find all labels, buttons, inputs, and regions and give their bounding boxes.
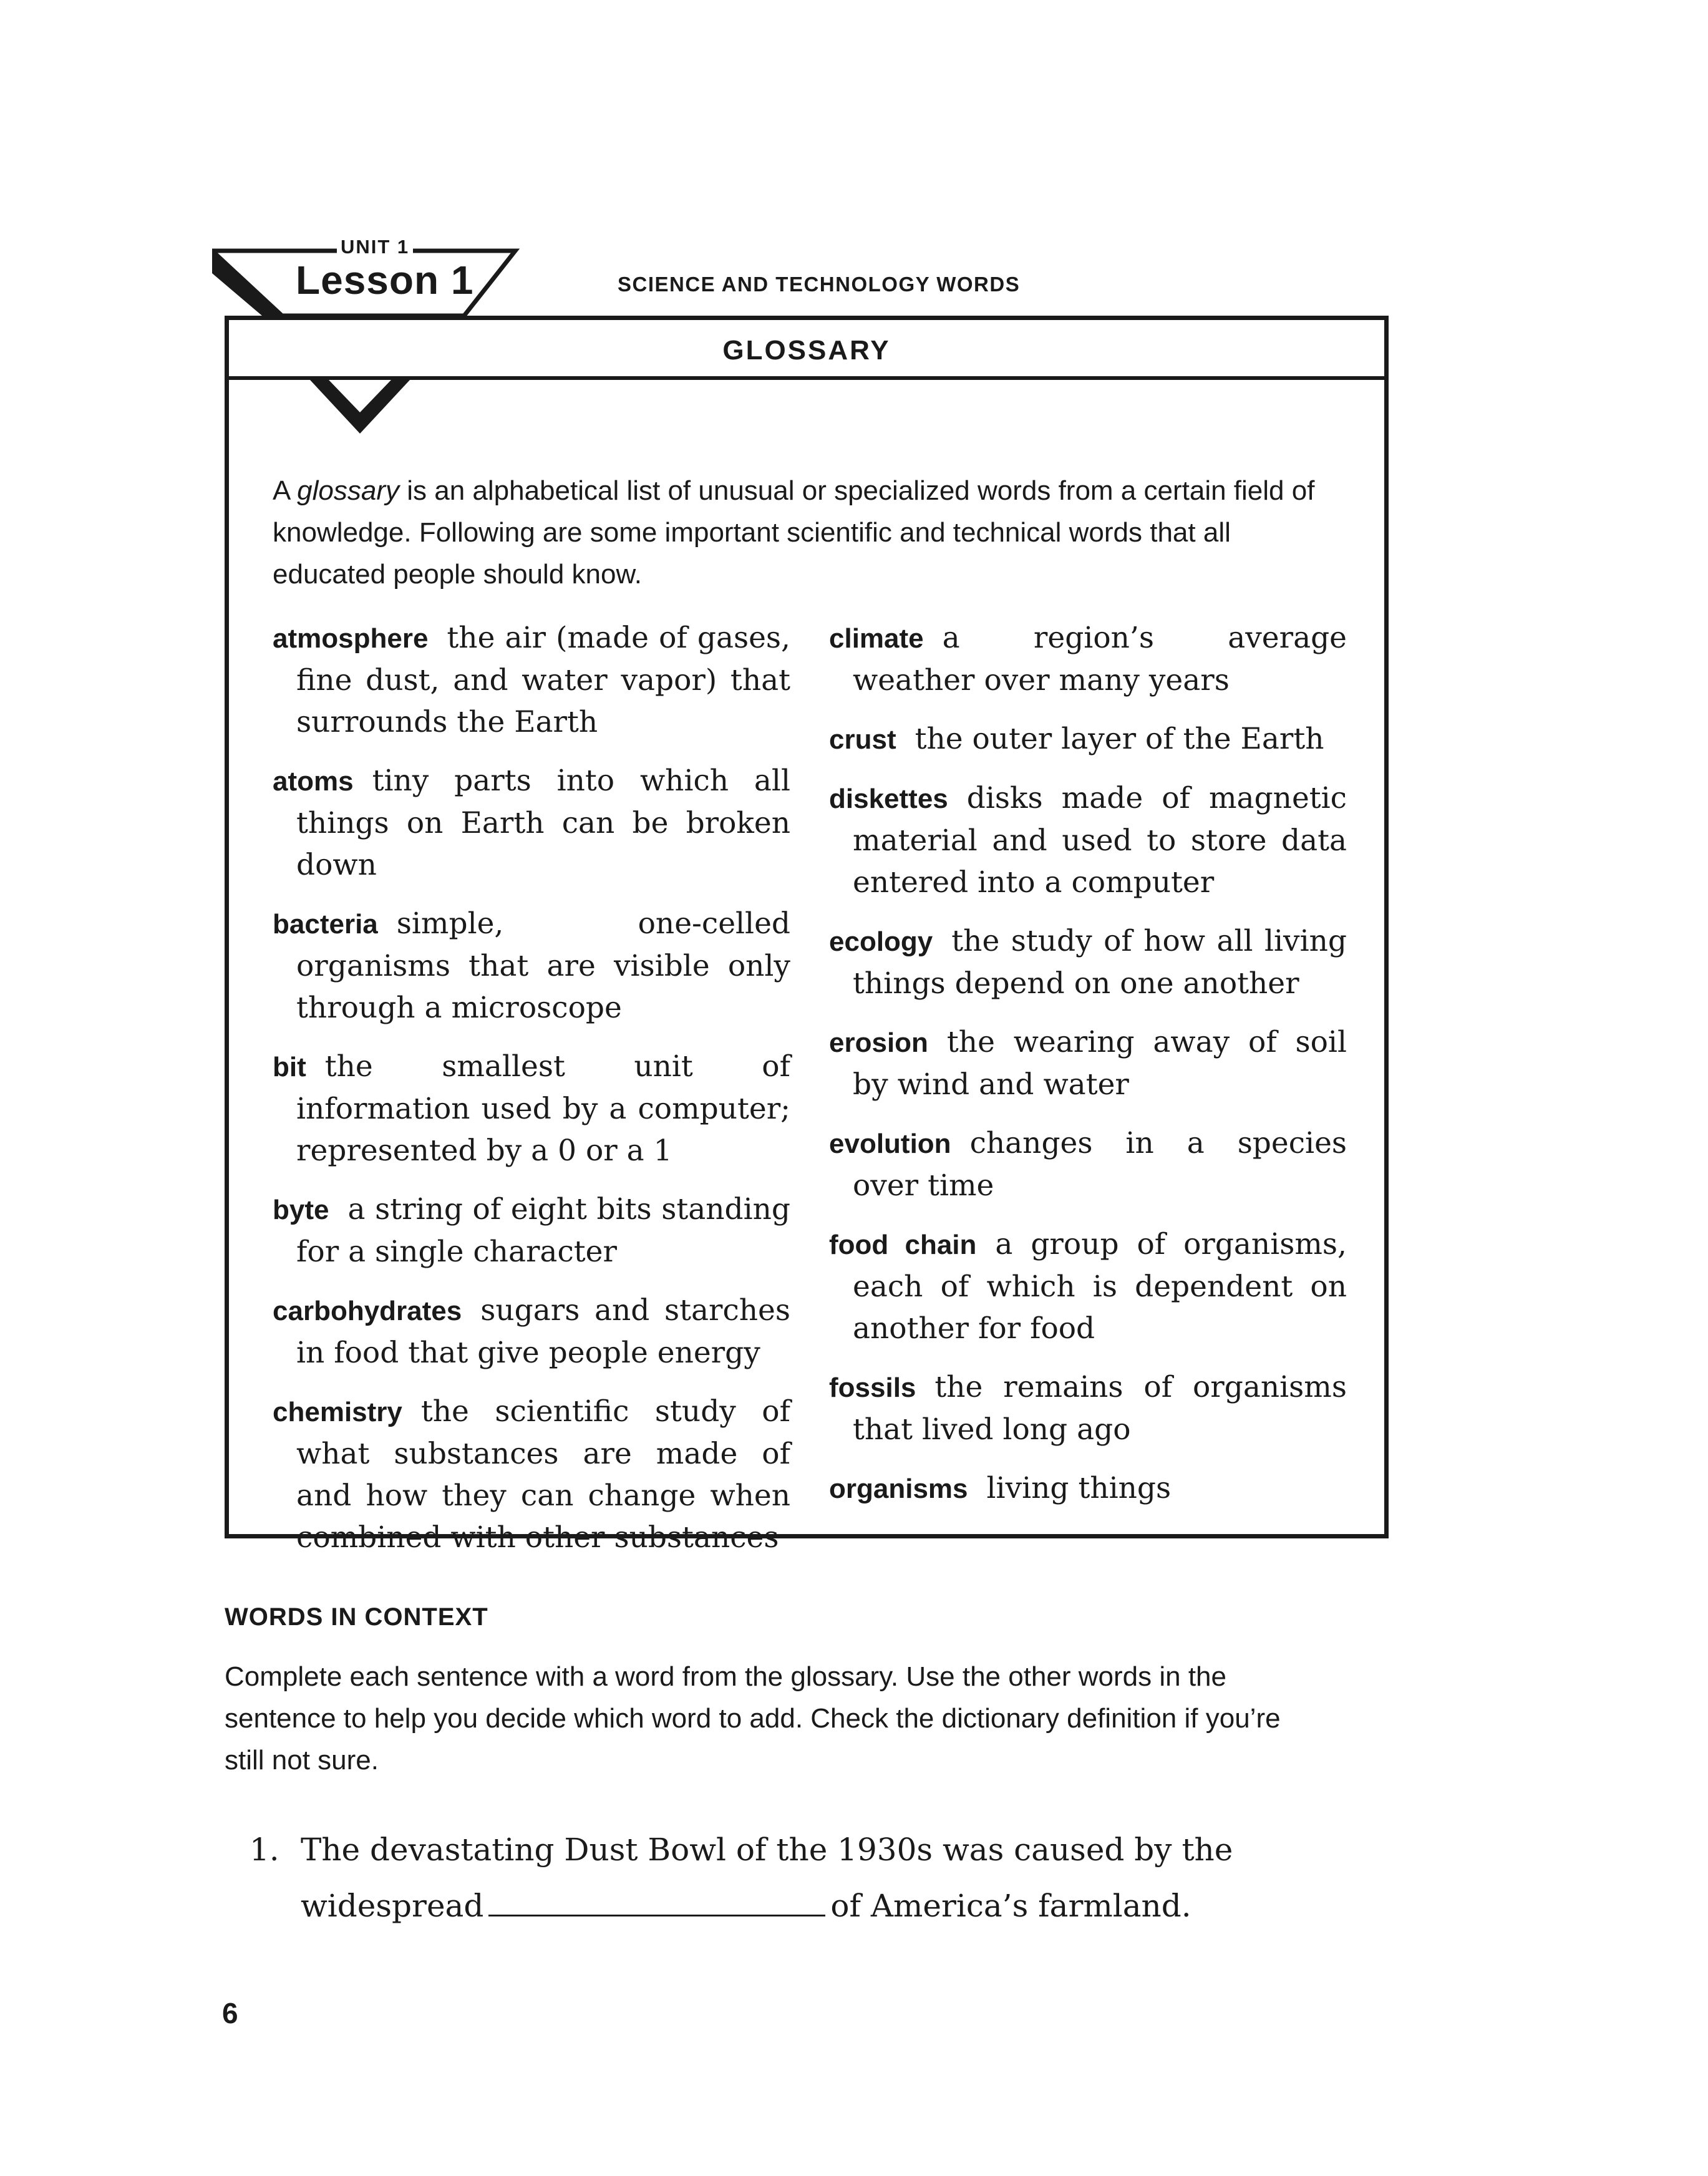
glossary-entry <box>273 617 790 743</box>
intro-italic-term: glossary <box>297 475 399 506</box>
glossary-title-bar <box>229 320 1384 380</box>
question-line-2 <box>250 1878 1310 1934</box>
glossary-term: food chain <box>829 1230 977 1260</box>
page-number: 6 <box>222 1997 238 2029</box>
glossary-term: bit <box>273 1052 306 1082</box>
glossary-entry <box>829 1366 1347 1450</box>
glossary-entry <box>829 1122 1347 1207</box>
glossary-entry <box>273 1188 790 1273</box>
glossary-term: organisms <box>829 1474 968 1504</box>
glossary-definition: the wearing away of soil by wind and water <box>853 1025 1347 1102</box>
glossary-term: carbohydrates <box>273 1296 462 1326</box>
lesson-label: Lesson 1 <box>296 258 474 303</box>
glossary-term: climate <box>829 623 924 654</box>
question-number: 1. <box>250 1832 279 1868</box>
glossary-term: atmosphere <box>273 623 429 654</box>
glossary-term: diskettes <box>829 784 948 814</box>
glossary-box <box>225 316 1389 1555</box>
glossary-definition: the remains of organisms that lived long ago <box>853 1370 1347 1447</box>
glossary-left-column <box>273 617 790 1575</box>
glossary-definition: the study of how all living things depend on one another <box>853 924 1347 1001</box>
glossary-definition: the scientific study of what substances are made of and how they can change when combined with other substances <box>296 1394 790 1555</box>
glossary-entry <box>273 1290 790 1374</box>
glossary-term: crust <box>829 724 896 755</box>
glossary-term: fossils <box>829 1372 916 1403</box>
glossary-definition: simple, one-celled organisms that are visible only through a microscope <box>296 906 790 1025</box>
glossary-definition: a region’s average weather over many years <box>853 621 1347 697</box>
glossary-entry <box>273 1046 790 1172</box>
glossary-term: atoms <box>273 766 354 797</box>
glossary-entry <box>829 1467 1347 1510</box>
glossary-entry <box>273 903 790 1029</box>
intro-text: is an alphabetical list of unusual or specialized words from a certain field of knowledge. Following are some important scientific and technical words that all educated people should know. <box>273 475 1315 590</box>
glossary-title: GLOSSARY <box>722 335 891 366</box>
glossary-intro <box>273 470 1321 595</box>
question-text-line-1: The devastating Dust Bowl of the 1930s was caused by the <box>301 1832 1233 1868</box>
glossary-entry <box>829 777 1347 903</box>
glossary-right-column <box>829 617 1347 1527</box>
glossary-definition: living things <box>986 1471 1172 1505</box>
section-title: SCIENCE AND TECHNOLOGY WORDS <box>618 273 1021 296</box>
down-pointer-icon <box>310 380 410 434</box>
intro-prefix: A <box>273 475 298 506</box>
glossary-term: bacteria <box>273 909 378 940</box>
glossary-definition: the outer layer of the Earth <box>915 722 1324 756</box>
glossary-definition: the air (made of gases, fine dust, and water vapor) that surrounds the Earth <box>296 621 790 739</box>
glossary-definition: changes in a species over time <box>853 1126 1347 1203</box>
glossary-entry <box>273 1391 790 1558</box>
glossary-entry <box>829 1223 1347 1349</box>
glossary-definition: a group of organisms, each of which is dependent on another for food <box>853 1227 1347 1346</box>
glossary-entry <box>829 920 1347 1004</box>
glossary-entry <box>829 617 1347 701</box>
unit-label: UNIT 1 <box>337 236 413 258</box>
glossary-definition: disks made of magnetic material and used to store data entered into a computer <box>853 781 1347 900</box>
glossary-definition: a string of eight bits standing for a single character <box>296 1192 790 1269</box>
question-text-before-blank: widespread <box>301 1888 484 1924</box>
question-line-1 <box>250 1822 1310 1878</box>
glossary-term: byte <box>273 1195 329 1225</box>
words-in-context-heading: WORDS IN CONTEXT <box>225 1603 488 1631</box>
glossary-entry <box>829 1021 1347 1105</box>
glossary-definition: sugars and starches in food that give people energy <box>296 1293 790 1370</box>
glossary-term: chemistry <box>273 1397 402 1427</box>
glossary-term: evolution <box>829 1129 951 1159</box>
glossary-term: ecology <box>829 926 933 957</box>
glossary-term: erosion <box>829 1027 928 1058</box>
glossary-definition: tiny parts into which all things on Earth can be broken down <box>296 764 790 882</box>
question-1 <box>250 1822 1310 1934</box>
glossary-entry <box>829 718 1347 760</box>
glossary-definition: the smallest unit of information used by a computer; represented by a 0 or a 1 <box>296 1049 790 1168</box>
glossary-entry <box>273 760 790 886</box>
instructions-text: Complete each sentence with a word from the glossary. Use the other words in the sentence to help you decide which word to add. Check the dictionary definition if you’re still not sure. <box>225 1661 1281 1775</box>
answer-blank[interactable] <box>488 1890 825 1916</box>
question-text-after-blank: of America’s farmland. <box>830 1888 1191 1924</box>
